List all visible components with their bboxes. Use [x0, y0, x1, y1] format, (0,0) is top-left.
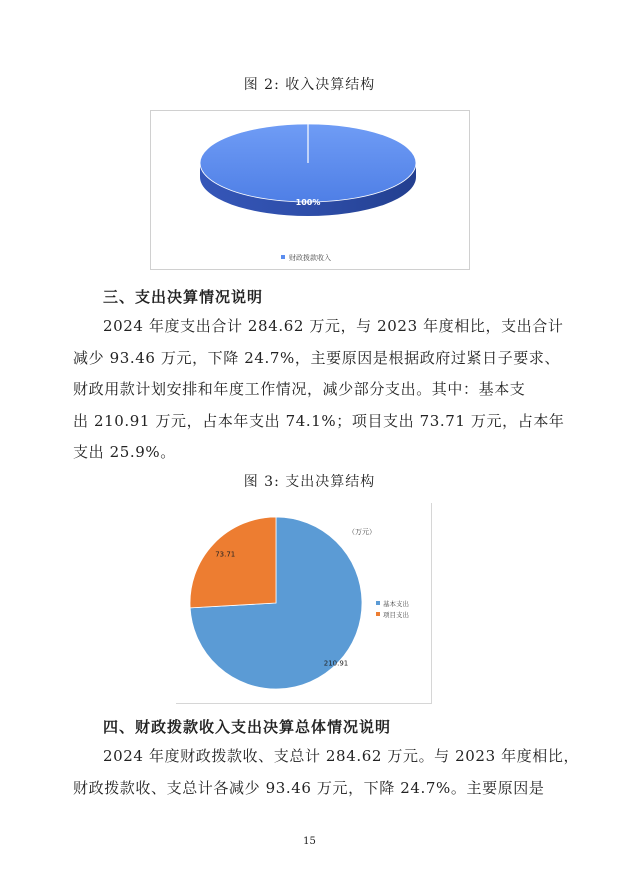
paragraph-line: 财政用款计划安排和年度工作情况，减少部分支出。其中：基本支 — [73, 380, 526, 398]
legend-label-income: 财政拨款收入 — [289, 254, 331, 262]
page-number: 15 — [303, 836, 316, 847]
figure-2-caption: 图 2: 收入决算结构 — [243, 77, 376, 93]
expenditure-structure-pie-chart — [176, 503, 431, 703]
paragraph-line: 2024 年度财政拨款收、支总计 284.62 万元。与 2023 年度相比， — [103, 747, 580, 765]
figure-3-chart-frame — [176, 503, 432, 704]
section-4-heading: 四、财政拨款收入支出决算总体情况说明 — [103, 718, 392, 736]
income-structure-pie-chart — [151, 111, 469, 269]
chart-legend — [281, 253, 331, 262]
section-3-heading: 三、支出决算情况说明 — [103, 288, 264, 306]
legend-label-basic: 基本支出 — [383, 600, 409, 608]
figure-3-caption: 图 3: 支出决算结构 — [243, 474, 376, 490]
legend-swatch-basic — [376, 601, 380, 605]
legend-swatch-project — [376, 612, 380, 616]
paragraph-line: 出 210.91 万元，占本年支出 74.1%；项目支出 73.71 万元，占本年 — [73, 411, 565, 430]
section-4-paragraph — [73, 741, 580, 804]
pie-data-label: 73.71 — [215, 550, 236, 559]
paragraph-line: 2024 年度支出合计 284.62 万元，与 2023 年度相比，支出合计 — [103, 317, 564, 335]
legend-label-project: 项目支出 — [383, 611, 409, 619]
paragraph-line: 支出 25.9%。 — [73, 443, 176, 461]
section-3-paragraph — [73, 311, 565, 469]
figure-2-chart-frame — [150, 110, 470, 270]
paragraph-line: 财政拨款收、支总计各减少 93.46 万元，下降 24.7%。主要原因是 — [73, 778, 545, 797]
legend-swatch-income — [281, 255, 285, 259]
paragraph-line: 减少 93.46 万元，下降 24.7%，主要原因是根据政府过紧日子要求、 — [73, 348, 561, 367]
chart-legend — [376, 599, 409, 619]
pie-slice-project-expenditure — [190, 517, 276, 608]
chart-unit-label: （万元） — [348, 528, 376, 536]
pie-data-label-100: 100% — [295, 198, 321, 207]
pie-data-label: 210.91 — [323, 659, 349, 668]
